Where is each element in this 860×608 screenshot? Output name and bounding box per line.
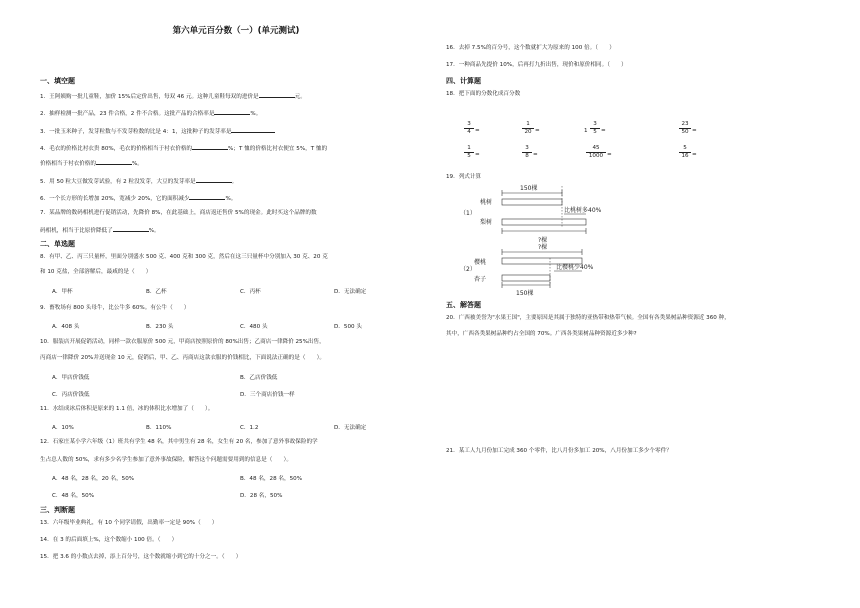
option-d[interactable]: D．28 名，50% (240, 493, 283, 499)
row-label-2: 杏子 (474, 276, 487, 283)
bar-peach (502, 199, 562, 205)
note-more: 比桃树多40% (564, 207, 602, 214)
answer-blank[interactable] (96, 158, 132, 165)
equals-sign: = (475, 128, 480, 134)
fraction: 1 20 (522, 121, 534, 136)
option-a[interactable]: A．甲杯 (52, 289, 73, 295)
diagram-index: （1） (460, 210, 476, 217)
fraction: 1 5 (464, 145, 474, 160)
option-a[interactable]: A．甲店价钱低 (52, 375, 90, 381)
segment-diagram-2 (446, 240, 666, 298)
diagram-index: （2） (460, 266, 476, 273)
option-c[interactable]: C．480 头 (240, 324, 268, 330)
option-b[interactable]: B．230 头 (146, 324, 174, 330)
question-13: 13．六年级毕业典礼，有 10 个同学请假，出勤率一定是 90%（ ） (40, 520, 218, 526)
question-21: 21．某工人九月份加工完成 360 个零件，比八月份多加工 20%，八月份加工多少个零件？ (446, 448, 672, 454)
equals-sign: = (692, 152, 697, 158)
question-2: 2．抽样检测一批产品，23 件合格，2 件不合格。这批产品的合格率是 %。 (40, 108, 261, 118)
question-10-cont: 丙商店一律降价 20%并送现金 10 元，促销后，甲、乙、丙商店这款衣服的价钱相比，下面说法正确的是（ ）。 (40, 355, 325, 361)
fraction: 23 50 (679, 121, 691, 136)
question-4-cont: 价格相当于衬衣价格的 %。 (40, 158, 143, 168)
question-15: 15．把 3.6 的小数点去掉，添上百分号，这个数就缩小到它的十分之一。（ ） (40, 554, 242, 560)
bottom-label: 150棵 (516, 290, 534, 297)
fraction: 3 4 (464, 121, 474, 136)
option-d[interactable]: D．三个商店价钱一样 (240, 392, 295, 398)
top-label: ?棵 (538, 244, 548, 251)
question-11: 11．水结成冰后体积是原来的 1.1 倍，冰的体积比水增加了（ ）。 (40, 406, 214, 412)
option-d[interactable]: D．无法确定 (334, 425, 367, 431)
option-a[interactable]: A．408 头 (52, 324, 80, 330)
option-c[interactable]: C．丙杯 (240, 289, 261, 295)
question-5: 5．用 50 粒大豆做发芽试验，有 2 粒没发芽，大豆的发芽率是 。 (40, 176, 237, 186)
question-7: 7．某品牌的数码相机进行促销活动，先降价 8%，在此基础上，商店返还售价 5%的现金。此时买这个品牌的数 (40, 210, 317, 216)
fraction: 5 16 (679, 145, 691, 160)
question-20-cont: 其中，广西各类果树品种约占全国的 70%。广西各类果树品种资源近多少种? (446, 331, 637, 337)
option-d[interactable]: D．无法确定 (334, 289, 367, 295)
question-9: 9．畜牧场有 800 头母牛，比公牛多 60%。有公牛（ ） (40, 305, 190, 311)
section-fill: 一、填空题 (40, 77, 75, 85)
answer-blank[interactable] (113, 225, 149, 232)
top-label: 150棵 (520, 185, 538, 192)
answer-blank[interactable] (259, 91, 295, 98)
question-12: 12．石家庄某小学六年级（1）班共有学生 48 名，其中男生有 28 名，女生有 20 名，参加了意外事故保险的学 (40, 439, 318, 445)
option-b[interactable]: B．110% (146, 425, 172, 431)
question-16: 16．去掉 7.5%的百分号，这个数就扩大为原来的 100 倍。（ ） (446, 45, 615, 51)
question-1: 1．王阿姨购一批儿童鞋，加价 15%后定价出售，每双 46 元。这种儿童鞋每双的进价是 元。 (40, 91, 306, 101)
question-17: 17．一种商品先提价 10%，后再打九折出售，现价和原价相同。（ ） (446, 62, 627, 68)
section-solve: 五、解答题 (446, 301, 481, 309)
row-label-1: 樱桃 (474, 259, 487, 266)
question-4: 4．毛衣的价格比衬衣贵 80%，毛衣的价格相当于衬衣价格的 %；T 恤的价格比衬衣便宜 5%，T 恤的 (40, 143, 327, 153)
option-d[interactable]: D．500 头 (334, 324, 362, 330)
page-title: 第六单元百分数（一）(单元测试) (172, 26, 300, 36)
mixed-whole: 1 (584, 128, 588, 134)
option-a[interactable]: A．10% (52, 425, 74, 431)
equals-sign: = (601, 128, 606, 134)
equals-sign: = (533, 152, 538, 158)
question-18: 18．把下面的分数化成百分数 (446, 91, 521, 97)
bar-apricot (502, 275, 550, 281)
fraction: 45 1000 (586, 145, 606, 160)
section-single: 二、单选题 (40, 240, 75, 248)
option-a[interactable]: A．48 名，28 名，20 名，50% (52, 476, 135, 482)
equals-sign: = (475, 152, 480, 158)
question-14: 14．在 3 的后面填上%，这个数缩小 100 倍。（ ） (40, 537, 178, 543)
answer-blank[interactable] (231, 126, 275, 133)
question-8: 8．有甲、乙、丙三只量杯，里面分别盛水 500 克、400 克和 300 克，然后在这三只量杯中分别加入 30 克、20 克 (40, 254, 328, 260)
option-c[interactable]: C．48 名，50% (52, 493, 95, 499)
question-12-cont: 生占总人数的 50%，求有多少名学生参加了意外事故保险，解答这个问题需要用到的信息是（ ）。 (40, 457, 292, 463)
row-label-1: 桃树 (480, 199, 493, 206)
section-judge: 三、判断题 (40, 506, 75, 514)
fraction: 3 8 (522, 145, 532, 160)
question-19: 19．列式计算 (446, 174, 482, 180)
section-calc: 四、计算题 (446, 77, 481, 85)
question-8-cont: 和 10 克盐，全部溶解后，最咸的是（ ） (40, 269, 152, 275)
question-3: 3．一批玉米种子，发芽粒数与不发芽粒数的比是 4：1，这批种子的发芽率是 (40, 126, 275, 136)
question-label: ?棵 (538, 237, 548, 244)
option-b[interactable]: B．乙店价钱低 (240, 375, 278, 381)
option-b[interactable]: B．48 名，28 名，50% (240, 476, 303, 482)
option-c[interactable]: C．丙店价钱低 (52, 392, 90, 398)
answer-blank[interactable] (214, 108, 250, 115)
answer-blank[interactable] (189, 193, 225, 200)
bar-pear (502, 219, 586, 225)
option-c[interactable]: C．1.2 (240, 425, 259, 431)
answer-blank[interactable] (196, 176, 232, 183)
fraction: 3 5 (590, 121, 600, 136)
question-6: 6．一个长方形的长增加 20%，宽减少 20%，它的面积减少 %。 (40, 193, 236, 203)
option-b[interactable]: B．乙杯 (146, 289, 167, 295)
question-7-cont: 码相机，相当于比原价降低了 %。 (40, 225, 160, 235)
equals-sign: = (692, 128, 697, 134)
note-less: 比樱桃少40% (556, 264, 594, 271)
question-10: 10．服装店开展促销活动，同样一款衣服原价 500 元，甲商店按照原价的 80%出售；乙商店一律降价 25%出售， (40, 339, 325, 345)
row-label-2: 梨树 (480, 219, 493, 226)
equals-sign: = (607, 152, 612, 158)
answer-blank[interactable] (192, 143, 228, 150)
question-20: 20．广西被美誉为"水果王国"，主要原因是其属于独特的亚热带和热带气候。全国有各类果树品种资源近 360 种， (446, 315, 730, 321)
equals-sign: = (535, 128, 540, 134)
